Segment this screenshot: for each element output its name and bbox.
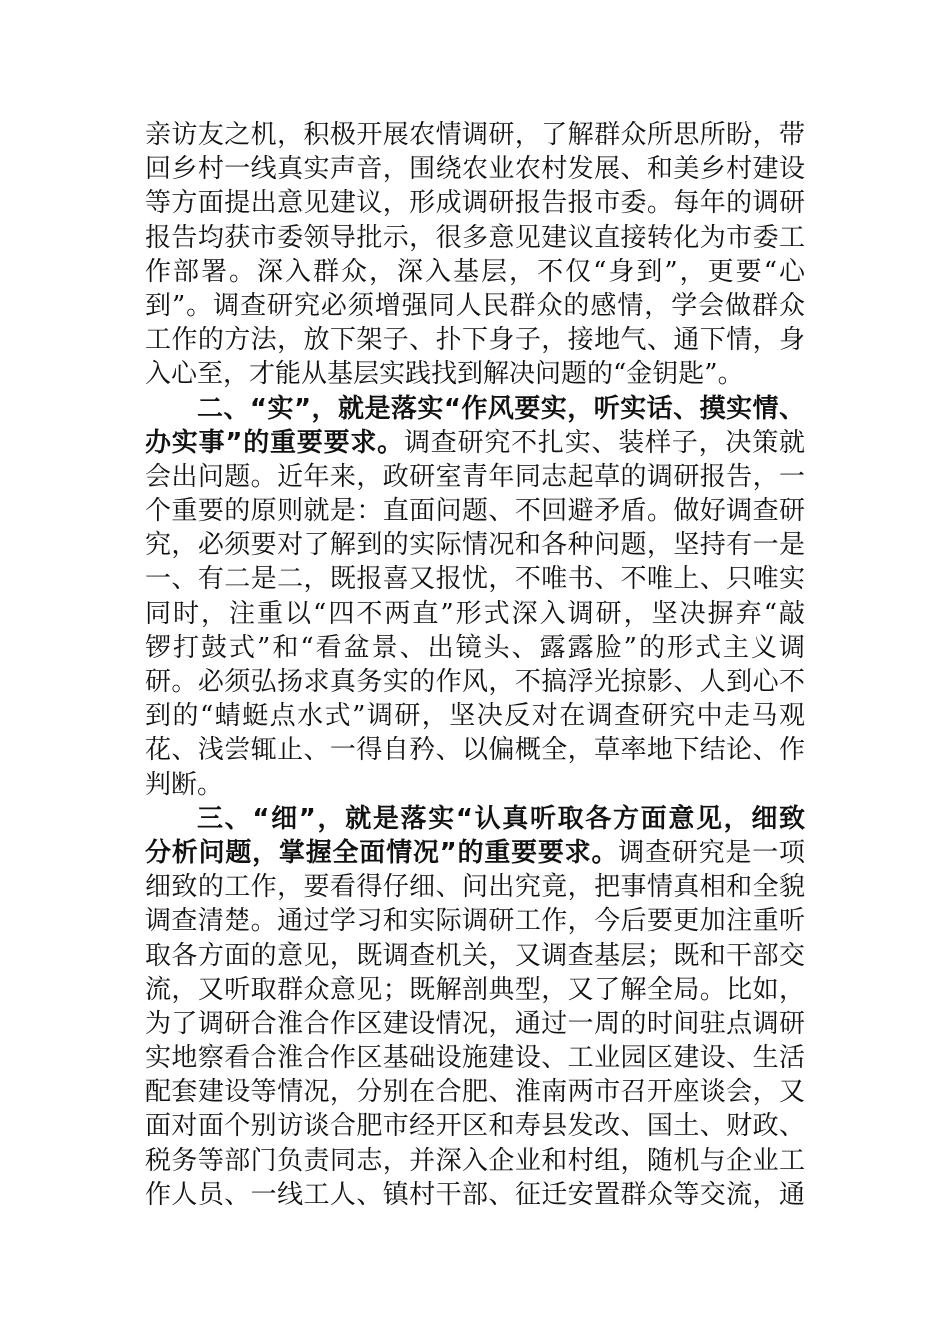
text-line: 配套建设等情况，分别在合肥、淮南两市召开座谈会，又 <box>145 1077 805 1108</box>
section-heading: 三、“细”，就是落实“认真听取各方面意见，细致 <box>197 803 805 834</box>
section-heading: 二、“实”，就是落实“作风要实，听实话、摸实情、 <box>197 393 805 424</box>
section-heading-end: 分析问题，掌握全面情况”的重要要求。 <box>145 837 619 868</box>
text-line: 流，又听取群众意见；既解剖典型，又了解全局。比如， <box>145 974 805 1005</box>
paragraph-3 <box>145 802 805 1212</box>
text-line: 到”。调查研究必须增强同人民群众的感情，学会做群众 <box>145 290 805 321</box>
paragraph-1 <box>145 118 805 392</box>
text-line: 细致的工作，要看得仔细、问出究竟，把事情真相和全貌 <box>145 872 805 903</box>
text-line: 调查清楚。通过学习和实际调研工作，今后要更加注重听 <box>145 906 805 937</box>
text-line: 亲访友之机，积极开展农情调研，了解群众所思所盼，带 <box>145 120 805 150</box>
text-line: 实地察看合淮合作区基础设施建设、工业园区建设、生活 <box>145 1043 805 1074</box>
text-line: 到的“蜻蜓点水式”调研，坚决反对在调查研究中走马观 <box>145 701 805 732</box>
text-line: 回乡村一线真实声音，围绕农业农村发展、和美乡村建设 <box>145 154 805 185</box>
text-span: 调查研究是一项 <box>618 837 805 868</box>
text-line: 为了调研合淮合作区建设情况，通过一周的时间驻点调研 <box>145 1008 805 1039</box>
text-line: 工作的方法，放下架子、扑下身子，接地气、通下情，身 <box>145 325 805 356</box>
text-line: 判断。 <box>145 769 224 800</box>
text-line: 花、浅尝辄止、一得自矜、以偏概全，草率地下结论、作 <box>145 735 805 766</box>
text-line: 一、有二是二，既报喜又报忧，不唯书、不唯上、只唯实 <box>145 564 805 595</box>
document-page <box>145 118 805 1212</box>
text-line: 等方面提出意见建议，形成调研报告报市委。每年的调研 <box>145 188 805 219</box>
text-span: 调查研究不扎实、装样子，决策就 <box>403 427 805 458</box>
heading-continuation-line <box>145 836 805 870</box>
text-line: 税务等部门负责同志，并深入企业和村组，随机与企业工 <box>145 1145 805 1176</box>
text-line: 同时，注重以“四不两直”形式深入调研，坚决摒弃“敲 <box>145 598 805 629</box>
text-line: 作人员、一线工人、镇村干部、征迁安置群众等交流，通 <box>145 1179 805 1210</box>
text-line: 面对面个别访谈合肥市经开区和寿县发改、国土、财政、 <box>145 1111 805 1142</box>
text-line: 锣打鼓式”和“看盆景、出镜头、露露脸”的形式主义调 <box>145 632 805 663</box>
text-line: 个重要的原则就是：直面问题、不回避矛盾。做好调查研 <box>145 496 805 527</box>
text-line: 究，必须要对了解到的实际情况和各种问题，坚持有一是 <box>145 530 805 561</box>
text-line: 报告均获市委领导批示，很多意见建议直接转化为市委工 <box>145 222 805 253</box>
text-line: 入心至，才能从基层实践找到解决问题的“金钥匙”。 <box>145 359 744 390</box>
heading-continuation-line <box>145 426 805 460</box>
text-line: 会出问题。近年来，政研室青年同志起草的调研报告，一 <box>145 461 805 492</box>
section-heading-end: 办实事”的重要要求。 <box>145 427 404 458</box>
text-line: 研。必须弘扬求真务实的作风，不搞浮光掠影、人到心不 <box>145 667 805 697</box>
text-line: 作部署。深入群众，深入基层，不仅“身到”，更要“心 <box>145 256 805 287</box>
text-line: 取各方面的意见，既调查机关，又调查基层；既和干部交 <box>145 940 805 971</box>
paragraph-2 <box>145 392 805 802</box>
